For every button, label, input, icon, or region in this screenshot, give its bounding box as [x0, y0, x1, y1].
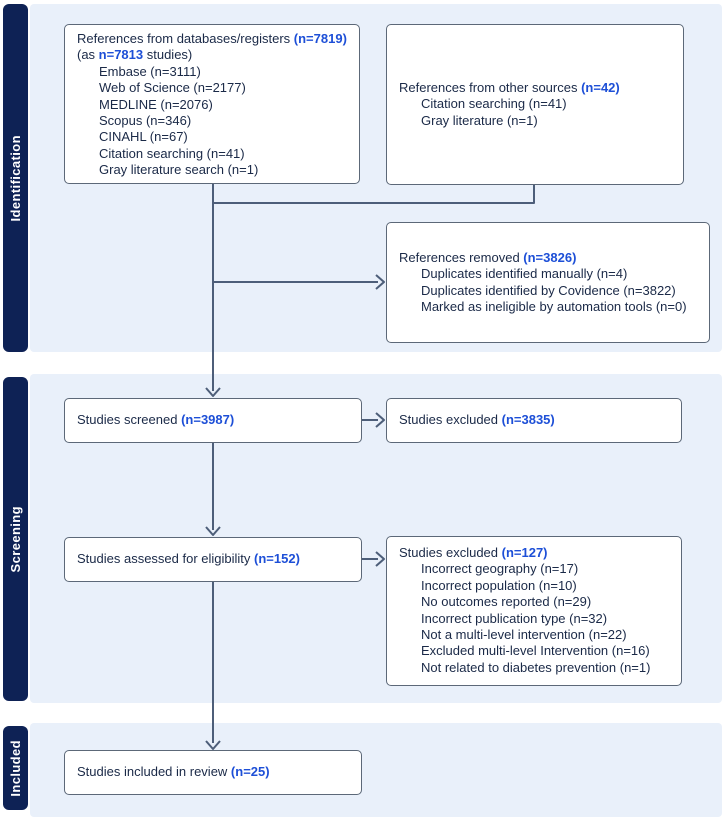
box-studies-assessed-eligibility [64, 537, 362, 582]
count-highlight: (n=25) [230, 764, 270, 780]
box-item: Citation searching (n=41) [99, 145, 245, 161]
count-highlight: (n=3987) [181, 412, 235, 428]
box-items [399, 96, 675, 129]
box-item: MEDLINE (n=2076) [99, 96, 213, 112]
count-highlight: (n=7819) [293, 31, 347, 46]
heading-text: References removed [399, 249, 524, 265]
box-heading [77, 412, 353, 428]
count-highlight: n=7813 [98, 47, 144, 63]
box-item: Gray literature (n=1) [421, 112, 538, 128]
box-heading [77, 31, 351, 64]
box-references-other-sources [386, 24, 684, 185]
identification-stage-label: Identification [8, 134, 23, 222]
count-highlight: (n=127) [501, 545, 548, 560]
box-heading [399, 80, 675, 96]
heading-text: Studies assessed for eligibility [77, 551, 255, 567]
identification-stage-bar [3, 4, 28, 352]
box-studies-excluded-screening [386, 398, 682, 443]
box-item: Incorrect population (n=10) [421, 577, 577, 593]
box-references-removed [386, 222, 710, 343]
box-items [77, 64, 351, 179]
count-highlight: (n=42) [581, 79, 620, 95]
heading-text: Studies excluded [399, 545, 502, 560]
included-stage-label: Included [8, 739, 23, 797]
count-highlight: (n=152) [254, 551, 300, 567]
box-item: Incorrect publication type (n=32) [421, 610, 608, 626]
box-heading [399, 545, 673, 561]
box-item: No outcomes reported (n=29) [421, 594, 592, 610]
box-heading [77, 764, 353, 780]
heading-text: studies) [143, 47, 193, 63]
heading-text: Studies screened [77, 412, 182, 428]
box-references-databases [64, 24, 360, 184]
box-heading [399, 412, 673, 428]
box-items [399, 266, 701, 315]
box-item: Citation searching (n=41) [421, 96, 567, 112]
box-studies-included [64, 750, 362, 795]
heading-text: Studies included in review [77, 764, 231, 780]
screening-stage-bar [3, 377, 28, 701]
box-studies-excluded-eligibility [386, 536, 682, 686]
heading-text: References from other sources [399, 79, 582, 95]
box-studies-screened [64, 398, 362, 443]
box-item: Marked as ineligible by automation tools (n=0) [421, 298, 687, 314]
box-item: Duplicates identified manually (n=4) [421, 266, 628, 282]
count-highlight: (n=3826) [523, 249, 577, 265]
box-items [399, 561, 673, 676]
count-highlight: (n=3835) [501, 412, 555, 428]
box-heading [399, 250, 701, 266]
box-item: Excluded multi-level Intervention (n=16) [421, 643, 650, 659]
box-item: Scopus (n=346) [99, 112, 192, 128]
included-stage-bar [3, 726, 28, 810]
box-item: CINAHL (n=67) [99, 129, 188, 145]
heading-text: Studies excluded [399, 412, 502, 428]
box-item: Not a multi-level intervention (n=22) [421, 626, 627, 642]
box-item: Gray literature search (n=1) [99, 162, 259, 177]
box-item: Embase (n=3111) [99, 63, 201, 79]
screening-stage-label: Screening [8, 505, 23, 573]
heading-text: References from databases/registers [77, 31, 294, 46]
box-item: Incorrect geography (n=17) [421, 561, 579, 577]
box-item: Duplicates identified by Covidence (n=3822) [421, 282, 676, 298]
box-item: Not related to diabetes prevention (n=1) [421, 659, 651, 675]
box-heading [77, 551, 353, 567]
box-item: Web of Science (n=2177) [99, 80, 246, 96]
heading-text: (as [77, 47, 99, 63]
